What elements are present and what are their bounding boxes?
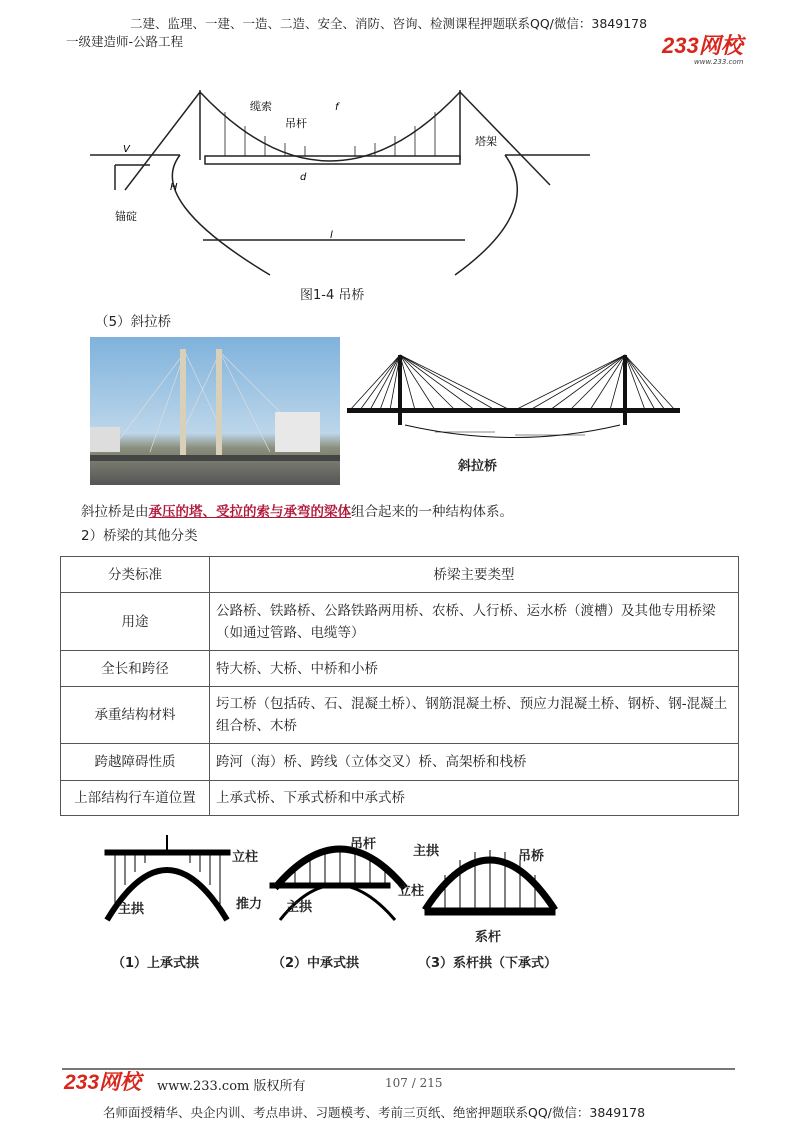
suspension-bridge-diagram xyxy=(85,80,595,280)
label-f: f xyxy=(335,102,339,113)
footer-ad-line: 名师面授精华、央企内训、考点串讲、习题模考、考前三页纸、绝密押题联系QQ/微信：3849178 xyxy=(103,1105,646,1120)
paragraph-highlight: 承压的塔、受拉的索与承弯的梁体 xyxy=(148,504,351,520)
classification-table xyxy=(60,556,739,816)
arch1-label-arch: 主拱 xyxy=(118,902,145,917)
cell-types: 公路桥、铁路桥、公路铁路两用桥、农桥、人行桥、运水桥（渡槽）及其他专用桥梁（如通过管路、电缆等） xyxy=(210,593,739,651)
cell-types: 特大桥、大桥、中桥和小桥 xyxy=(210,651,739,687)
arch2-label-column: 立柱 xyxy=(398,884,425,899)
header-title: 一级建造师-公路工程 xyxy=(66,34,184,49)
cell-types: 上承式桥、下承式桥和中承式桥 xyxy=(210,781,739,816)
table-row xyxy=(61,744,739,781)
cell-criterion: 用途 xyxy=(61,593,210,651)
label-anchor: 锚碇 xyxy=(115,210,137,223)
section-heading-cable-stayed: （5）斜拉桥 xyxy=(95,314,172,330)
table-row xyxy=(61,781,739,816)
arch3-label-arch: 主拱 xyxy=(413,844,440,859)
arch3-caption: （3）系杆拱（下承式） xyxy=(418,956,558,971)
paragraph-suffix: 组合起来的一种结构体系。 xyxy=(351,504,513,520)
arch2-caption: （2）中承式拱 xyxy=(272,956,360,971)
cell-criterion: 跨越障碍性质 xyxy=(61,744,210,781)
label-l: l xyxy=(330,230,333,241)
header-logo: 233网校 xyxy=(662,33,743,58)
header-criterion: 分类标准 xyxy=(61,557,210,593)
label-h: H xyxy=(170,182,178,193)
cell-criterion: 上部结构行车道位置 xyxy=(61,781,210,816)
table-row xyxy=(61,651,739,687)
arch2-label-arch: 主拱 xyxy=(286,900,313,915)
header-types: 桥梁主要类型 xyxy=(210,557,739,593)
arch1-caption: （1）上承式拱 xyxy=(112,956,200,971)
label-d: d xyxy=(300,172,307,183)
figure-caption-cable-stayed: 斜拉桥 xyxy=(458,459,498,474)
cell-types: 跨河（海）桥、跨线（立体交叉）桥、高架桥和栈桥 xyxy=(210,744,739,781)
footer-logo: 233网校 xyxy=(64,1071,142,1094)
header-logo-url: www.233.com xyxy=(694,58,744,66)
arch2-label-hanger: 吊杆 xyxy=(350,837,377,852)
table-row xyxy=(61,593,739,651)
label-cable: 缆索 xyxy=(250,100,272,113)
cable-stayed-diagram xyxy=(345,350,685,445)
paragraph-prefix: 斜拉桥是由 xyxy=(81,504,149,520)
page-number: 107 / 215 xyxy=(385,1076,443,1090)
footer-copyright: www.233.com 版权所有 xyxy=(157,1079,306,1094)
label-v: V xyxy=(123,144,130,155)
header-ad-line: 二建、监理、一建、一造、二造、安全、消防、咨询、检测课程押题联系QQ/微信：3849178 xyxy=(130,16,648,31)
label-hanger: 吊杆 xyxy=(285,117,307,130)
cable-stayed-bridge-photo xyxy=(90,337,340,485)
cell-types: 圬工桥（包括砖、石、混凝土桥）、钢筋混凝土桥、预应力混凝土桥、钢桥、钢-混凝土组合桥、木桥 xyxy=(210,687,739,744)
figure-caption-suspension: 图1-4 吊桥 xyxy=(300,288,365,303)
arch3-label-hanger: 吊桥 xyxy=(518,849,545,864)
footer-divider xyxy=(62,1068,735,1070)
table-row xyxy=(61,687,739,744)
definition-paragraph xyxy=(81,500,513,520)
cell-criterion: 承重结构材料 xyxy=(61,687,210,744)
subheading: 2）桥梁的其他分类 xyxy=(81,528,198,544)
label-tower: 塔架 xyxy=(475,135,497,148)
arch1-label-column: 立柱 xyxy=(232,850,259,865)
cell-criterion: 全长和跨径 xyxy=(61,651,210,687)
arch2-label-thrust: 推力 xyxy=(236,897,263,912)
arch3-label-tie: 系杆 xyxy=(475,930,502,945)
